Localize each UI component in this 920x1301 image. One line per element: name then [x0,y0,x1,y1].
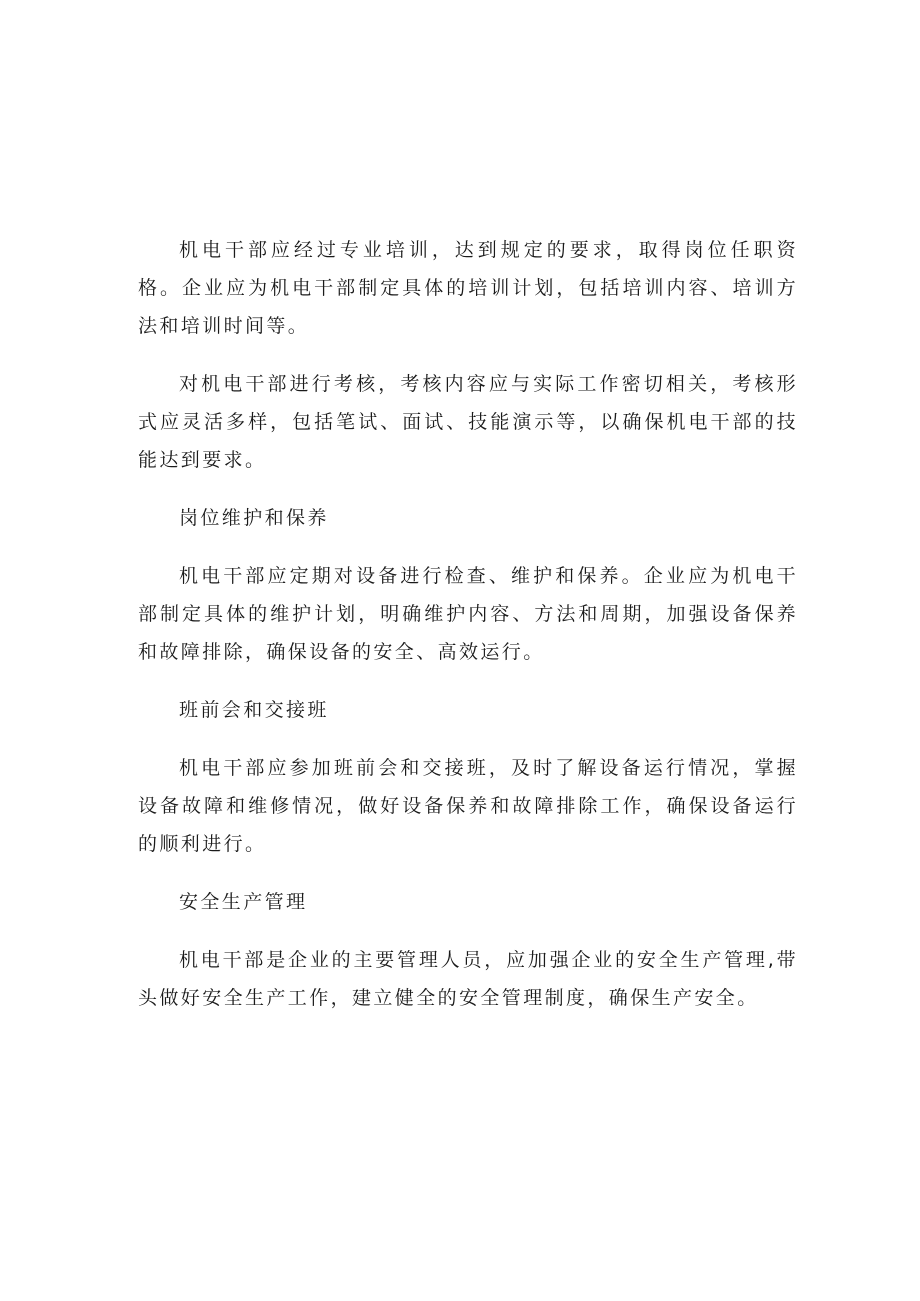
paragraph-assessment: 对机电干部进行考核，考核内容应与实际工作密切相关，考核形式应灵活多样，包括笔试、面试、技能演示等，以确保机电干部的技能达到要求。 [138,373,798,471]
paragraph-safety: 机电干部是企业的主要管理人员，应加强企业的安全生产管理,带头做好安全生产工作，建立健全的安全管理制度，确保生产安全。 [138,949,798,1009]
section-heading-safety: 安全生产管理 [179,891,308,913]
section-heading-maintenance: 岗位维护和保养 [179,507,329,529]
paragraph-shift-meeting: 机电干部应参加班前会和交接班，及时了解设备运行情况，掌握设备故障和维修情况，做好设备保养和故障排除工作，确保设备运行的顺利进行。 [138,757,798,855]
section-heading-shift-meeting: 班前会和交接班 [179,699,329,721]
paragraph-training: 机电干部应经过专业培训，达到规定的要求，取得岗位任职资格。企业应为机电干部制定具体的培训计划，包括培训内容、培训方法和培训时间等。 [138,239,798,337]
paragraph-maintenance: 机电干部应定期对设备进行检查、维护和保养。企业应为机电干部制定具体的维护计划，明确维护内容、方法和周期，加强设备保养和故障排除，确保设备的安全、高效运行。 [138,565,798,663]
document-body [138,231,798,1037]
